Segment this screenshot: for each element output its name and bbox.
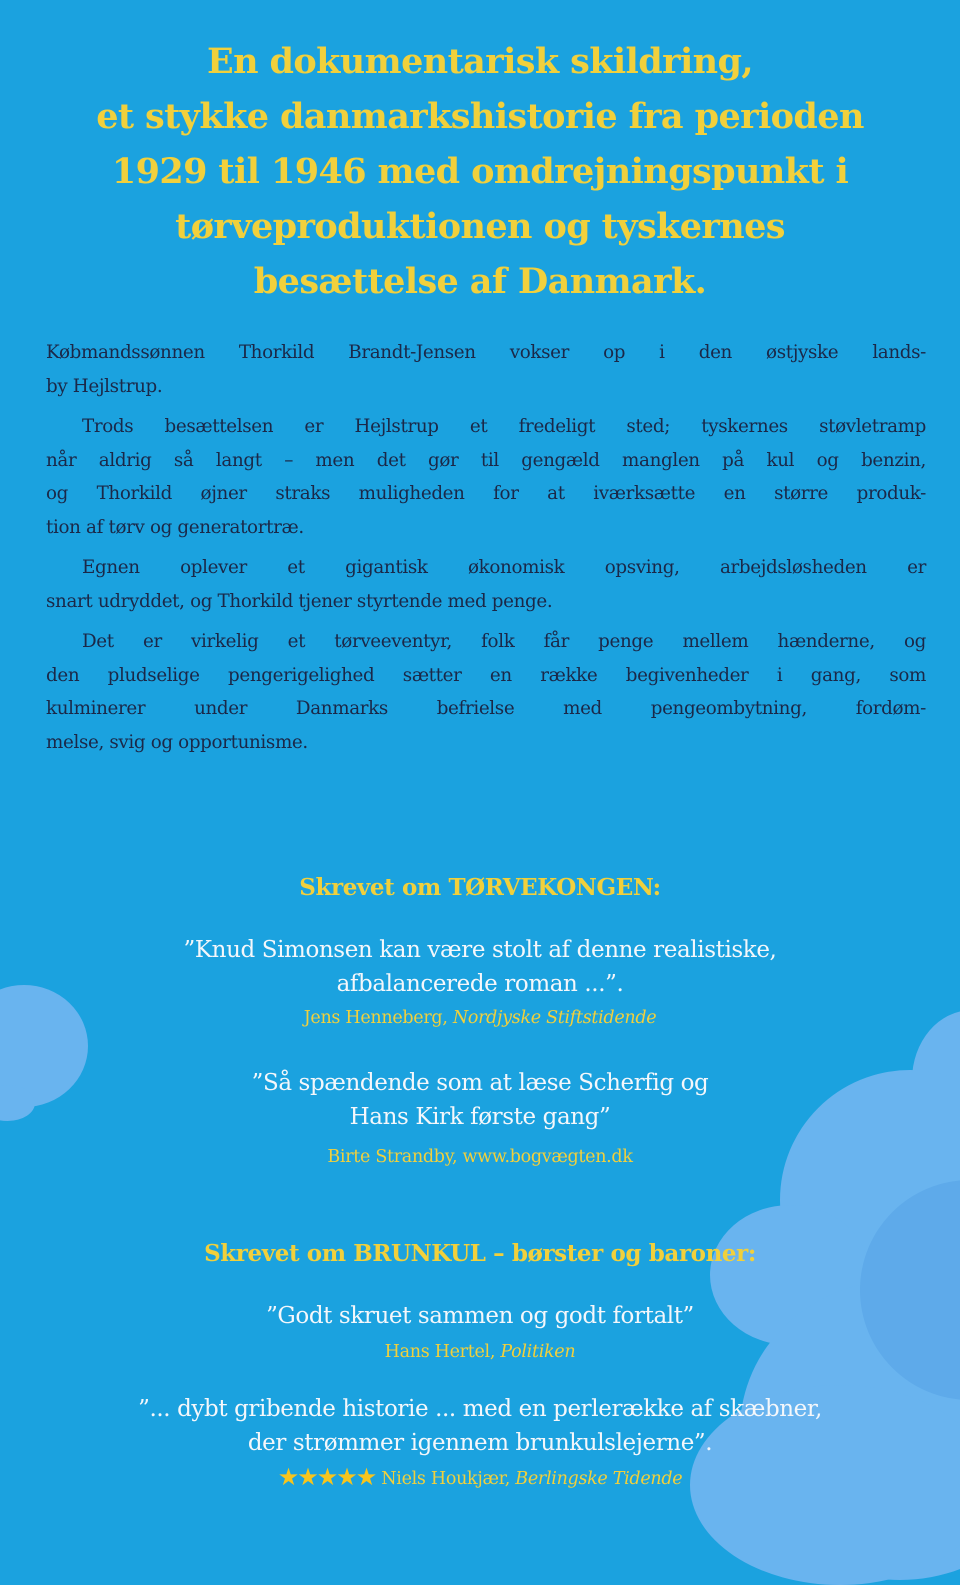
- synopsis-paragraph: [46, 336, 926, 403]
- text-line: Det er virkelig et tørveeventyr, folk får penge mellem hænderne, og: [82, 631, 926, 652]
- review-author: Jens Henneberg,: [303, 1008, 453, 1028]
- review-source: [0, 1008, 960, 1028]
- text-line: Egnen oplever et gigantisk økonomisk opsving, arbejdsløsheden er: [82, 557, 926, 578]
- synopsis-paragraph: [46, 625, 926, 759]
- text-line: melse, svig og opportunisme.: [46, 731, 308, 753]
- text-line: Trods besættelsen er Hejlstrup et fredeligt sted; tyskernes støvletramp: [82, 416, 926, 437]
- headline-line: 1929 til 1946 med omdrejningspunkt i: [111, 151, 849, 192]
- headline-line: et stykke danmarkshistorie fra perioden: [96, 96, 864, 137]
- review-publication: Politiken: [500, 1342, 576, 1362]
- back-cover-headline: [0, 34, 960, 309]
- quote-line: der strømmer igennem brunkulslejerne”.: [247, 1430, 713, 1456]
- synopsis-paragraph: [46, 551, 926, 618]
- synopsis-body: [46, 336, 926, 766]
- text-line: den pludselige pengerigelighed sætter en række begivenheder i gang, som: [46, 664, 926, 686]
- text-line: tion af tørv og generatortræ.: [46, 516, 304, 538]
- text-line: snart udryddet, og Thorkild tjener styrtende med penge.: [46, 590, 553, 612]
- headline-line: besættelse af Danmark.: [253, 261, 707, 302]
- review-publication: Berlingske Tidende: [515, 1469, 683, 1489]
- quote-line: ”... dybt gribende historie ... med en perlerække af skæbner,: [138, 1396, 822, 1422]
- review-quote: [0, 1066, 960, 1134]
- review-quote: [0, 1299, 960, 1333]
- quote-line: ”Så spændende som at læse Scherfig og: [251, 1070, 709, 1096]
- five-star-rating-icon: ★★★★★: [277, 1463, 376, 1491]
- quote-line: ”Godt skruet sammen og godt fortalt”: [266, 1303, 694, 1329]
- quote-line: Hans Kirk første gang”: [349, 1104, 611, 1130]
- text-line: kulminerer under Danmarks befrielse med pengeombytning, fordøm-: [46, 698, 926, 719]
- quote-line: ”Knud Simonsen kan være stolt af denne realistiske,: [183, 937, 777, 963]
- reviews-heading-torvekongen: Skrevet om TØRVEKONGEN:: [299, 874, 661, 901]
- text-line: Købmandssønnen Thorkild Brandt-Jensen vokser op i den østjyske lands-: [46, 342, 926, 363]
- headline-line: En dokumentarisk skildring,: [207, 41, 753, 82]
- review-author: Hans Hertel,: [384, 1342, 501, 1362]
- quote-line: afbalancerede roman ...”.: [336, 971, 624, 997]
- review-source: [0, 1147, 960, 1167]
- review-quote: [0, 933, 960, 1001]
- text-line: når aldrig så langt – men det gør til gengæld manglen på kul og benzin,: [46, 449, 926, 471]
- review-source: [0, 1342, 960, 1362]
- text-line: by Hejlstrup.: [46, 375, 163, 397]
- review-publication: Nordjyske Stiftstidende: [452, 1008, 657, 1028]
- review-author: Niels Houkjær,: [381, 1469, 516, 1489]
- text-line: og Thorkild øjner straks muligheden for at iværksætte en større produk-: [46, 483, 926, 504]
- review-source: [0, 1463, 960, 1491]
- headline-line: tørveproduktionen og tyskernes: [175, 206, 785, 247]
- review-author: Birte Strandby, www.bogvægten.dk: [327, 1147, 633, 1167]
- review-quote: [0, 1392, 960, 1460]
- synopsis-paragraph: [46, 410, 926, 544]
- reviews-heading-brunkul: Skrevet om BRUNKUL – børster og baroner:: [204, 1240, 756, 1267]
